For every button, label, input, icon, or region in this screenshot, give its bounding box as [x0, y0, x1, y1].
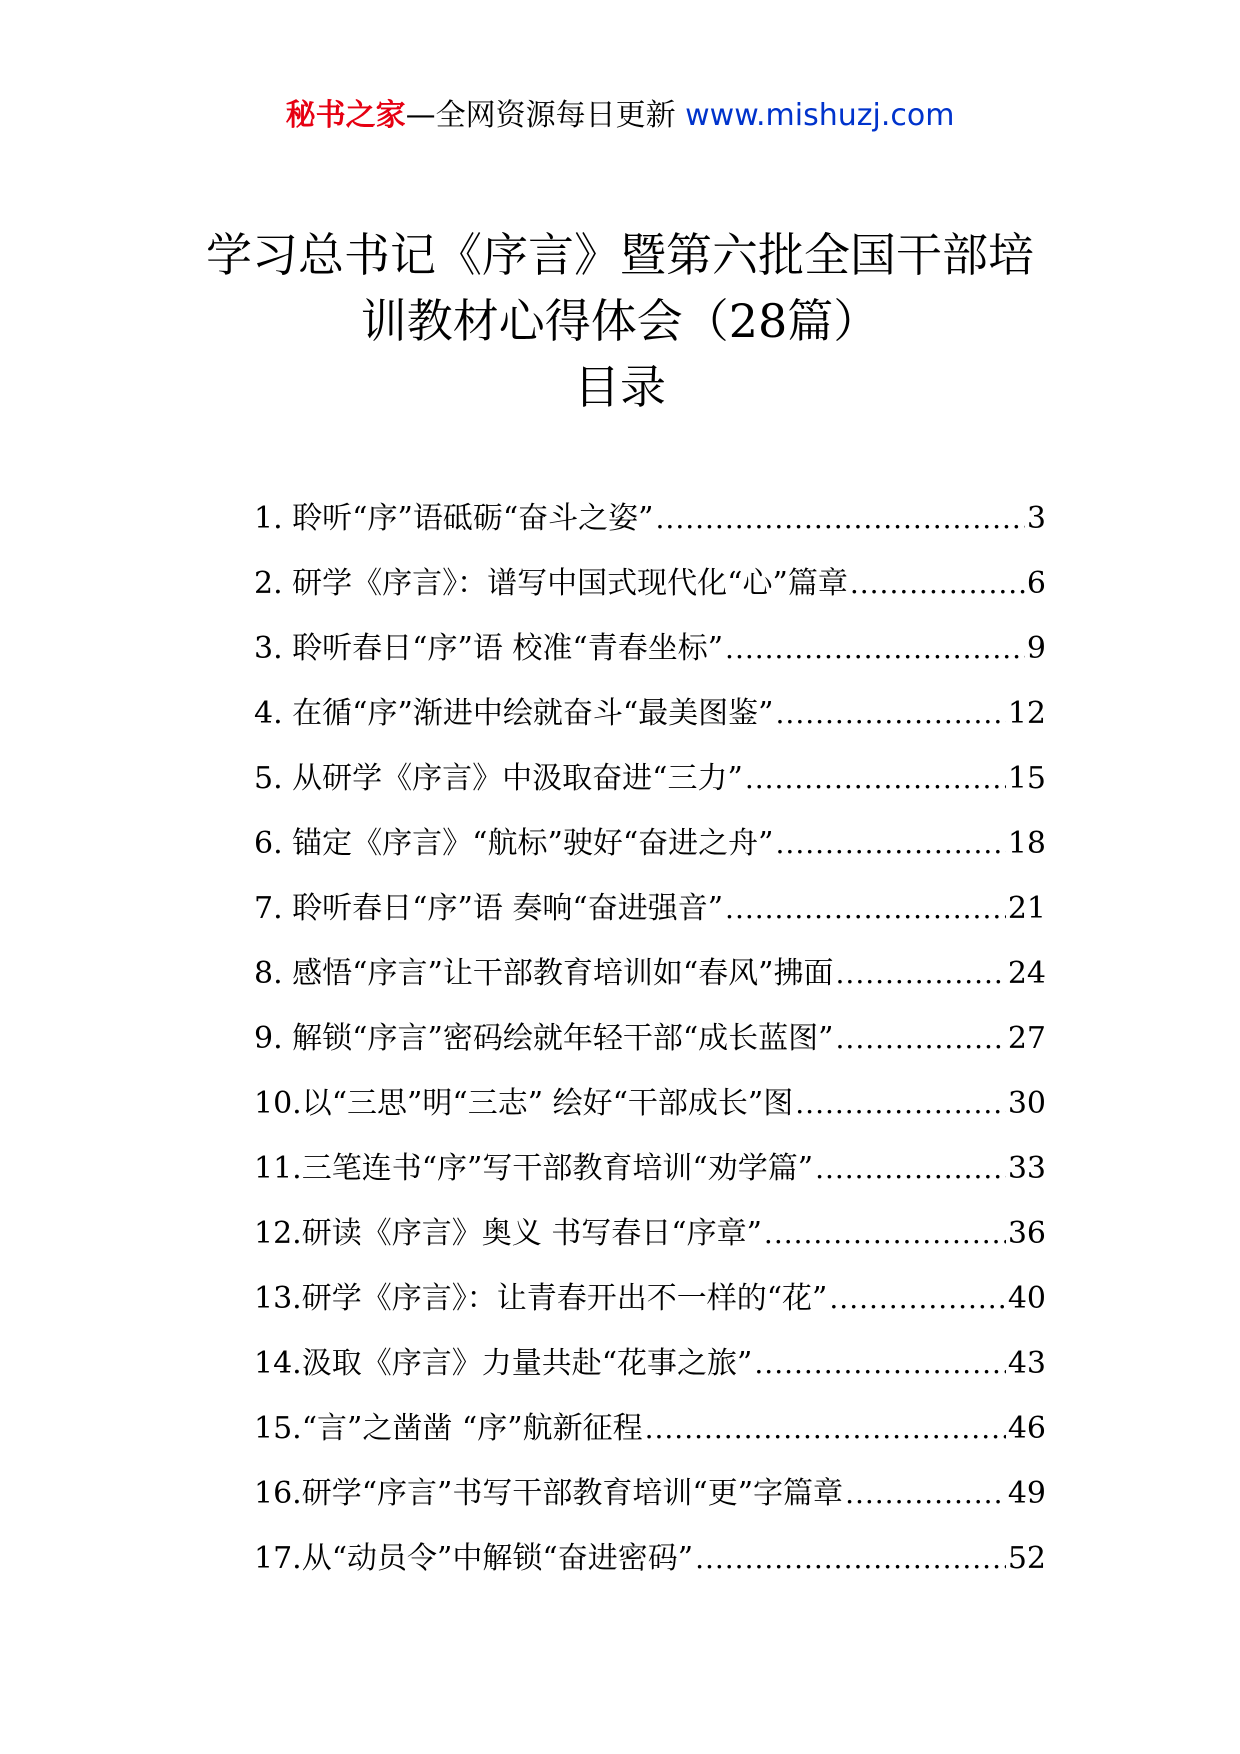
document-title — [0, 222, 1240, 420]
toc-leader-dots — [836, 941, 1006, 1006]
toc-entry-title: 10.以“三思”明“三志” 绘好“干部成长”图 — [254, 1086, 794, 1121]
toc-entry-page: 33 — [1007, 1151, 1046, 1186]
toc-entry-page: 18 — [1007, 826, 1046, 861]
toc-entry-page: 21 — [1007, 891, 1046, 926]
toc-heading: 目录 — [574, 360, 666, 414]
toc-entry[interactable] — [254, 1201, 1046, 1266]
toc-entry[interactable] — [254, 681, 1046, 746]
toc-entry[interactable] — [254, 551, 1046, 616]
toc-entry-title: 14.汲取《序言》力量共赴“花事之旅” — [254, 1346, 753, 1381]
toc-entry[interactable] — [254, 486, 1046, 551]
toc-entry-page: 12 — [1007, 696, 1046, 731]
toc-entry[interactable] — [254, 616, 1046, 681]
toc-entry-page: 24 — [1007, 956, 1046, 991]
toc-entry-title: 5. 从研学《序言》中汲取奋进“三力” — [254, 761, 743, 796]
site-header — [0, 96, 1240, 136]
toc-entry-title: 6. 锚定《序言》“航标”驶好“奋进之舟” — [254, 826, 774, 861]
toc-entry-page: 9 — [1026, 631, 1046, 666]
toc-entry-title: 12.研读《序言》奥义 书写春日“序章” — [254, 1216, 762, 1251]
toc-leader-dots — [764, 1201, 1006, 1266]
toc-entry-title: 3. 聆听春日“序”语 校准“青春坐标” — [254, 631, 724, 666]
toc-entry[interactable] — [254, 1136, 1046, 1201]
toc-entry-title: 13.研学《序言》：让青春开出不一样的“花” — [254, 1281, 828, 1316]
toc-entry-title: 11.三笔连书“序”写干部教育培训“劝学篇” — [254, 1151, 814, 1186]
toc-entry[interactable] — [254, 1071, 1046, 1136]
toc-entry[interactable] — [254, 941, 1046, 1006]
toc-entry-page: 30 — [1007, 1086, 1046, 1121]
toc-entry-page: 6 — [1026, 566, 1046, 601]
toc-entry[interactable] — [254, 1266, 1046, 1331]
toc-entry-page: 3 — [1026, 501, 1046, 536]
title-line-2: 训教材心得体会（28篇） — [360, 294, 880, 348]
toc-leader-dots — [645, 1396, 1006, 1461]
toc-entry-page: 46 — [1007, 1411, 1046, 1446]
table-of-contents — [254, 486, 1046, 1591]
toc-leader-dots — [725, 616, 1025, 681]
toc-entry-title: 9. 解锁“序言”密码绘就年轻干部“成长蓝图” — [254, 1021, 834, 1056]
toc-leader-dots — [836, 1006, 1006, 1071]
brand-name: 秘书之家 — [285, 98, 406, 133]
toc-entry-title: 1. 聆听“序”语砥砺“奋斗之姿” — [254, 501, 654, 536]
toc-leader-dots — [845, 1461, 1006, 1526]
toc-entry-title: 8. 感悟“序言”让干部教育培训如“春风”拂面 — [254, 956, 834, 991]
toc-entry[interactable] — [254, 1396, 1046, 1461]
toc-entry[interactable] — [254, 1331, 1046, 1396]
toc-entry[interactable] — [254, 746, 1046, 811]
toc-leader-dots — [754, 1331, 1005, 1396]
toc-entry[interactable] — [254, 1526, 1046, 1591]
toc-entry-page: 15 — [1007, 761, 1046, 796]
toc-entry-page: 43 — [1007, 1346, 1046, 1381]
site-url-link[interactable]: www.mishuzj.com — [685, 98, 955, 133]
toc-entry-page: 40 — [1007, 1281, 1046, 1316]
toc-leader-dots — [829, 1266, 1005, 1331]
toc-entry[interactable] — [254, 876, 1046, 941]
toc-entry-title: 17.从“动员令”中解锁“奋进密码” — [254, 1541, 694, 1576]
toc-entry-page: 52 — [1007, 1541, 1046, 1576]
toc-entry-title: 15.“言”之凿凿 “序”航新征程 — [254, 1411, 643, 1446]
toc-entry-page: 27 — [1007, 1021, 1046, 1056]
toc-entry-title: 7. 聆听春日“序”语 奏响“奋进强音” — [254, 891, 724, 926]
toc-entry[interactable] — [254, 1006, 1046, 1071]
toc-leader-dots — [776, 681, 1006, 746]
toc-entry-title: 2. 研学《序言》：谱写中国式现代化“心”篇章 — [254, 566, 848, 601]
toc-leader-dots — [815, 1136, 1006, 1201]
toc-leader-dots — [745, 746, 1006, 811]
toc-leader-dots — [776, 811, 1006, 876]
toc-leader-dots — [795, 1071, 1006, 1136]
toc-leader-dots — [850, 551, 1025, 616]
toc-entry-title: 16.研学“序言”书写干部教育培训“更”字篇章 — [254, 1476, 844, 1511]
toc-entry[interactable] — [254, 1461, 1046, 1526]
toc-leader-dots — [725, 876, 1006, 941]
toc-entry-title: 4. 在循“序”渐进中绘就奋斗“最美图鉴” — [254, 696, 774, 731]
toc-entry[interactable] — [254, 811, 1046, 876]
toc-leader-dots — [695, 1526, 1006, 1591]
toc-leader-dots — [656, 486, 1025, 551]
toc-entry-page: 49 — [1007, 1476, 1046, 1511]
toc-entry-page: 36 — [1007, 1216, 1046, 1251]
title-line-1: 学习总书记《序言》暨第六批全国干部培 — [206, 228, 1034, 282]
header-slogan: —全网资源每日更新 — [405, 98, 686, 133]
